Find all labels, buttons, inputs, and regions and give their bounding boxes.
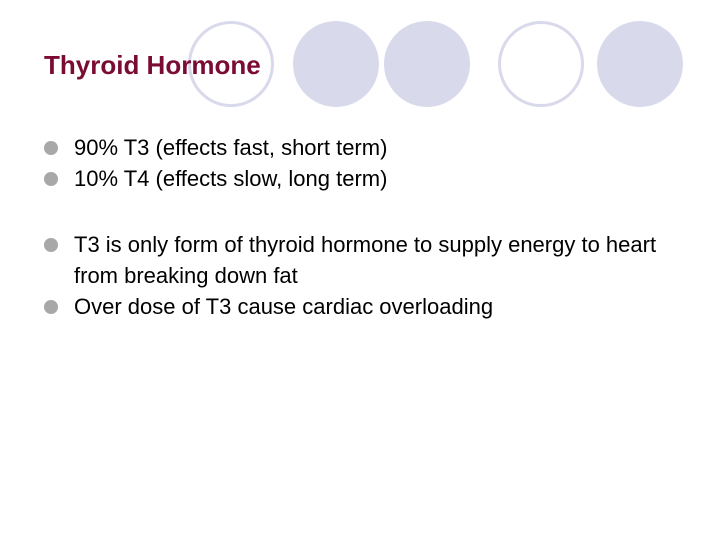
bullet-marker-icon: [44, 141, 58, 155]
bullet-item: [44, 163, 684, 194]
decorative-circle-filled: [293, 21, 379, 107]
decorative-circle-filled: [597, 21, 683, 107]
bullet-marker-icon: [44, 300, 58, 314]
bullet-text: T3 is only form of thyroid hormone to supply energy to heart from breaking down fat: [74, 232, 657, 288]
bullet-marker-icon: [44, 172, 58, 186]
bullet-text: Over dose of T3 cause cardiac overloading: [74, 294, 494, 319]
bullet-marker-icon: [44, 238, 58, 252]
bullet-item: [44, 229, 684, 291]
bullet-item: [44, 132, 684, 163]
bullet-text: 90% T3 (effects fast, short term): [74, 135, 388, 160]
decorative-circle-ring: [498, 21, 584, 107]
slide-title: Thyroid Hormone: [44, 50, 261, 80]
bullet-item: [44, 291, 684, 322]
decorative-circle-filled: [384, 21, 470, 107]
bullet-text: 10% T4 (effects slow, long term): [74, 166, 388, 191]
bullet-spacer: [44, 194, 684, 229]
bullet-list: [44, 132, 684, 322]
